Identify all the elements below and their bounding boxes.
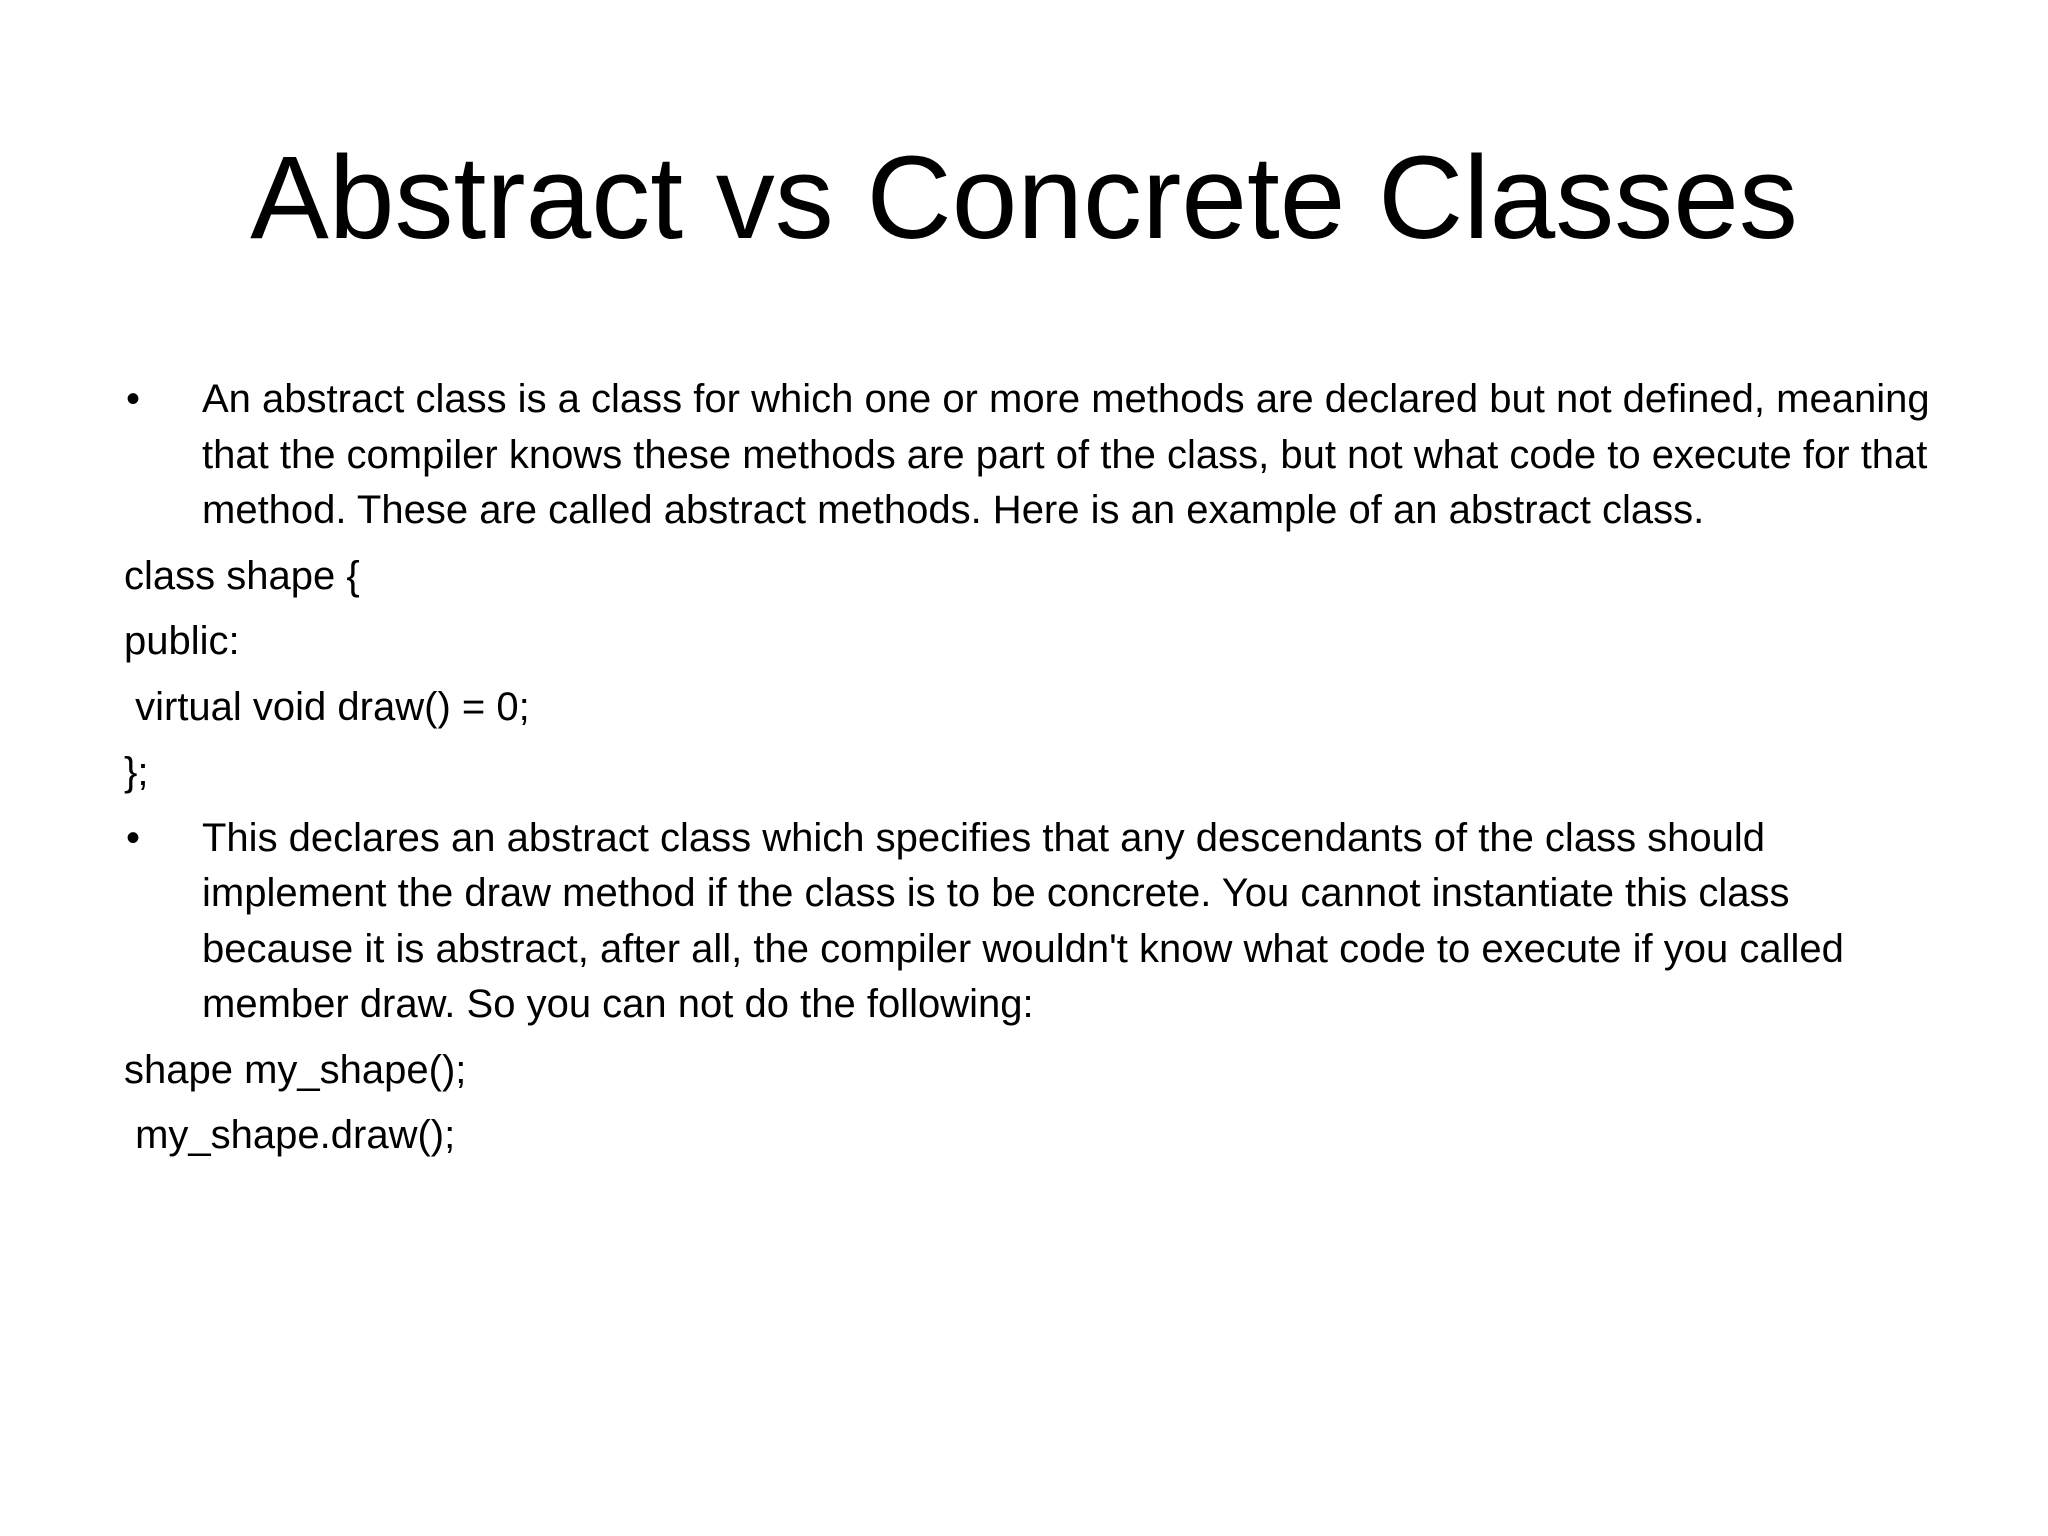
slide-body	[124, 372, 1944, 1174]
bullet-icon: •	[126, 815, 141, 860]
paragraph-text: This declares an abstract class which specifies that any descendants of the class should implement the draw method if the class is to be concrete. You cannot instantiate this class because it is abstract, after all, the compiler wouldn't know what code to execute if you called member draw. So you can not do the following:	[202, 815, 1844, 1026]
code-line: class shape {	[124, 553, 360, 598]
code-line: my_shape.draw();	[124, 1113, 456, 1157]
bullet-paragraph-instantiation	[124, 811, 1944, 1033]
paragraph-text: An abstract class is a class for which one or more methods are declared but not defined, meaning that the compiler knows these methods are part of the class, but not what code to execute for that method. These are called abstract methods. Here is an example of an abstract class.	[202, 377, 1930, 532]
bullet-paragraph-abstract-class	[124, 372, 1944, 539]
code-line: };	[124, 750, 149, 794]
bullet-icon: •	[126, 377, 141, 421]
code-line: public:	[124, 619, 240, 663]
code-line: virtual void draw() = 0;	[124, 684, 530, 729]
slide-title: Abstract vs Concrete Classes	[250, 132, 1798, 264]
code-line: shape my_shape();	[124, 1047, 467, 1092]
